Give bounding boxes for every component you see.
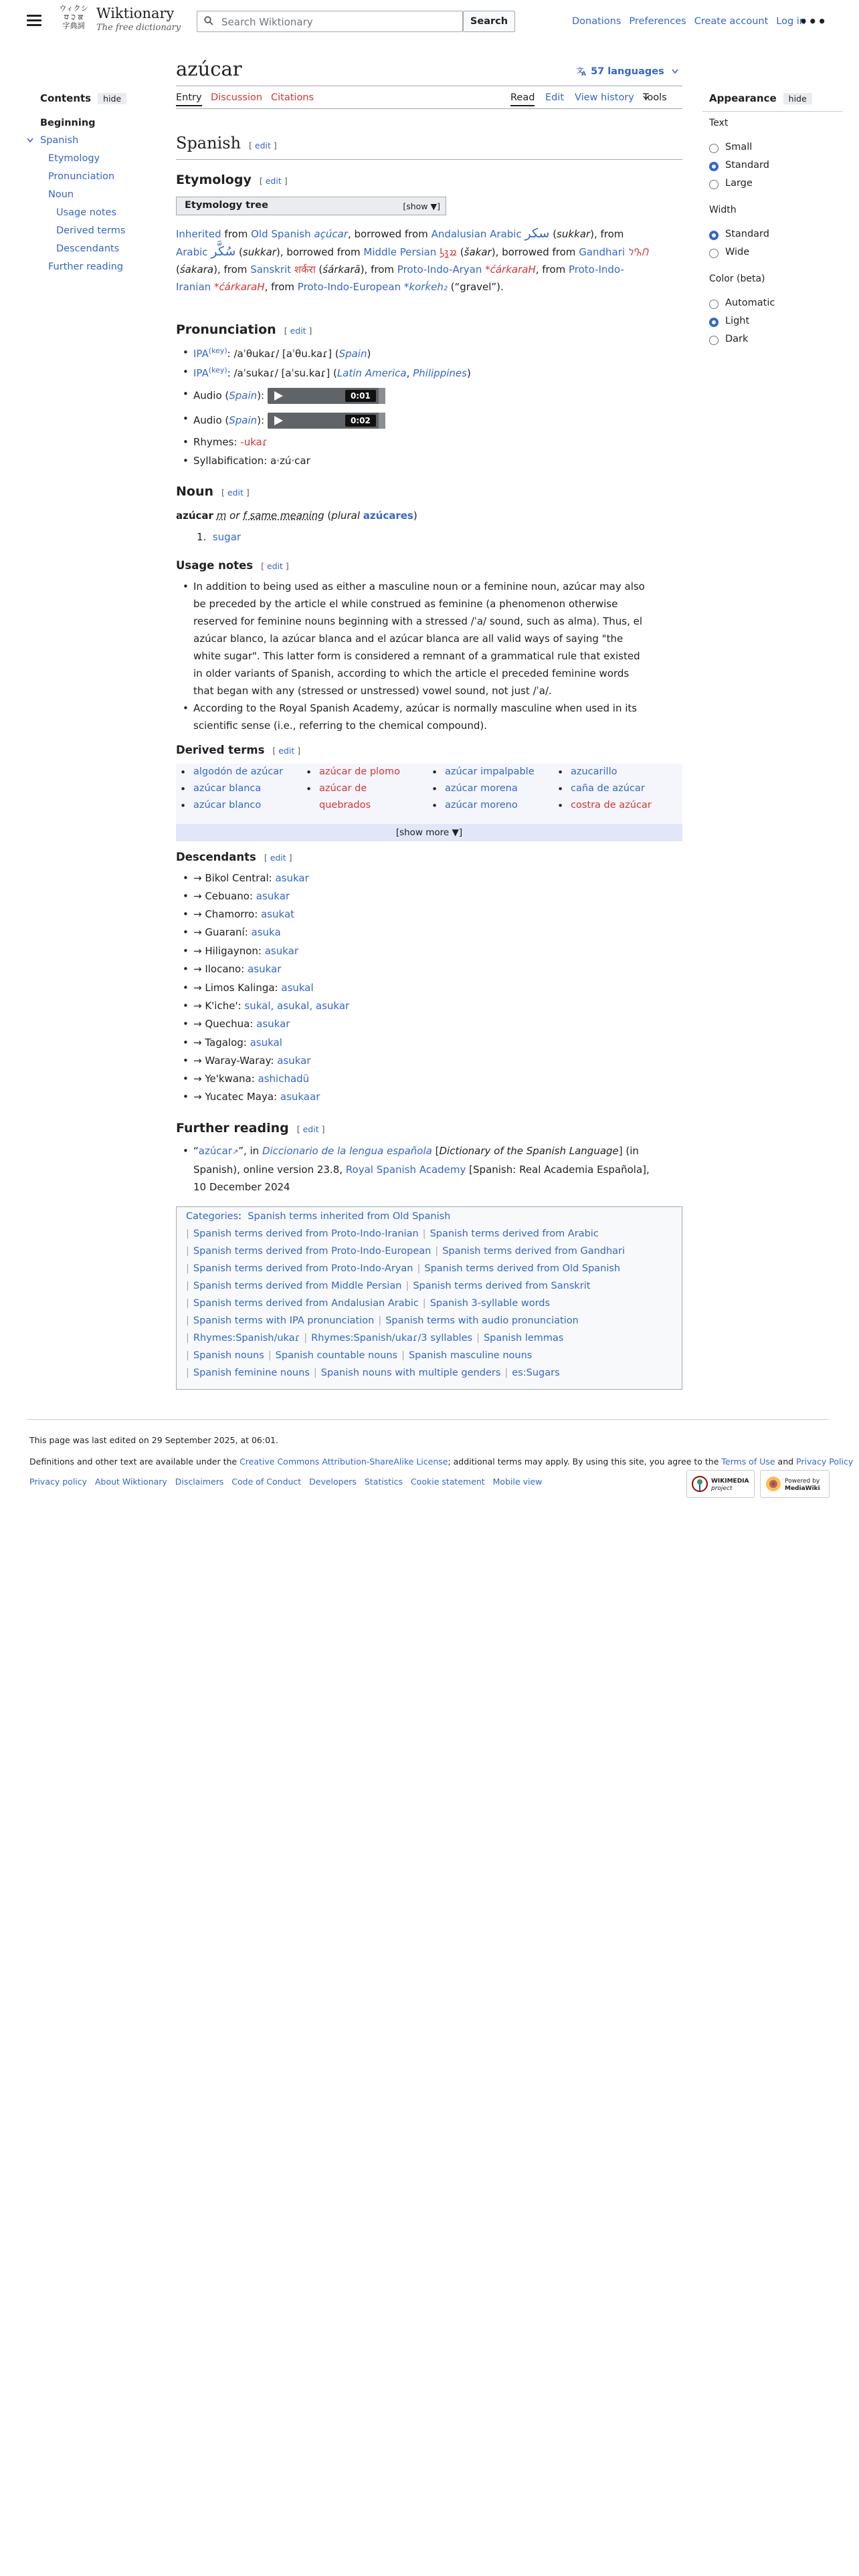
category-link[interactable]: Spanish terms derived from Proto-Indo-Aryan — [193, 1263, 413, 1274]
plural-link[interactable]: azúcares — [363, 510, 413, 522]
descendant-item: • → Cebuano: asukar — [193, 890, 290, 902]
main-menu-icon[interactable] — [27, 15, 41, 27]
category-link[interactable]: Spanish terms with IPA pronunciation — [193, 1315, 375, 1326]
derived-term[interactable]: azúcar moreno — [445, 800, 518, 811]
toc-item-etymology[interactable]: Etymology — [48, 153, 100, 164]
audio-row-1: • Audio (Spain): 0:01 — [193, 388, 385, 404]
section-heading-usage-notes: Usage notes [ edit ] — [176, 559, 289, 572]
descendant-link[interactable]: asukar — [256, 1018, 290, 1030]
footer-link-about[interactable]: About Wiktionary — [94, 1477, 167, 1487]
privacy-policy-link[interactable]: Privacy Policy — [796, 1457, 854, 1467]
etym-link[interactable]: *korḱeh₂ — [403, 281, 448, 293]
audio-duration: 0:01 — [345, 390, 376, 402]
color-automatic-radio[interactable] — [709, 300, 719, 309]
toc-item-spanish[interactable]: Spanish — [40, 135, 79, 146]
show-more-button[interactable]: [show more ▼] — [176, 824, 682, 841]
width-standard-label[interactable]: Standard — [725, 229, 769, 239]
toc-item-pronunciation[interactable]: Pronunciation — [48, 171, 115, 182]
etym-link[interactable]: Andalusian Arabic — [431, 228, 522, 240]
section-heading-derived-terms: Derived terms [ edit ] — [176, 744, 301, 756]
color-automatic-label[interactable]: Automatic — [725, 298, 775, 308]
rhymes-link[interactable]: -ukaɾ — [240, 436, 268, 448]
etym-link[interactable]: açúcar — [314, 228, 348, 240]
mediawiki-logo-icon — [765, 1475, 782, 1493]
accent-link[interactable]: Spain — [229, 389, 258, 402]
section-heading-etymology: Etymology [ edit ] — [176, 173, 288, 187]
text-large-label[interactable]: Large — [725, 178, 753, 189]
audio-duration: 0:02 — [345, 415, 376, 427]
footer-link-mobile[interactable]: Mobile view — [492, 1477, 543, 1487]
language-count: 57 languages — [591, 66, 664, 77]
descendant-link[interactable]: asukar — [264, 945, 299, 957]
width-wide-radio[interactable] — [709, 249, 719, 258]
descendant-link[interactable]: asukar — [248, 963, 282, 975]
derived-term[interactable]: algodón de azúcar — [193, 766, 284, 777]
ipa-latin-america: • $IPA^{(key)}$: /aˈsukaɾ/ [aˈsu.kaɾ] (Latin America, Philippines) — [193, 366, 471, 379]
edit-link[interactable]: edit — [266, 561, 283, 571]
edit-link[interactable]: edit — [278, 746, 295, 756]
etym-link[interactable]: Proto-Indo-European — [297, 281, 401, 293]
derived-terms-box: • algodón de azúcar • azúcar blanca • azúcar blanco • azúcar de plomo • azúcar de quebrados • azúcar impalpable • azúcar morena • azúcar moreno • azucarillo • caña de azúcar • costra de azúcar [show more ▼] — [176, 764, 682, 841]
category-link[interactable]: Spanish masculine nouns — [408, 1350, 533, 1361]
descendant-item: • → Waray-Waray: asukar — [193, 1055, 311, 1067]
external-link[interactable]: azúcar — [198, 1145, 232, 1157]
category-link[interactable]: Spanish terms derived from Old Spanish — [424, 1263, 621, 1274]
color-label: Color (beta) — [709, 274, 765, 284]
language-selector[interactable] — [577, 66, 678, 77]
derived-term[interactable]: azúcar impalpable — [445, 766, 535, 777]
site-tagline: The free dictionary — [96, 23, 181, 33]
toc-item-beginning[interactable]: Beginning — [40, 118, 96, 128]
descendant-item: • → Quechua: asukar — [193, 1018, 290, 1030]
toc-item-derived-terms[interactable]: Derived terms — [56, 225, 126, 236]
category-link[interactable]: Rhymes:Spanish/ukaɾ — [193, 1333, 300, 1344]
wiktionary-logo[interactable]: ウィクシ ਧ ੨ ਕ 字典詞 — [59, 4, 88, 30]
more-options-icon[interactable]: ••• — [799, 13, 827, 29]
descendant-item: • → Yucatec Maya: asukaar — [193, 1091, 320, 1103]
derived-term[interactable]: azúcar morena — [445, 783, 518, 794]
descendant-item: • → Hiligaynon: asukar — [193, 945, 298, 957]
category-link[interactable]: Spanish terms derived from Proto-Indo-European — [193, 1246, 432, 1257]
ipa-spain: • $IPA^{(key)}$: /aˈθukaɾ/ [aˈθu.kaɾ] (Spain) — [193, 346, 371, 360]
category-link[interactable]: Spanish nouns — [193, 1350, 264, 1361]
ipa-link[interactable]: IPA — [193, 348, 209, 360]
search-box[interactable] — [197, 11, 463, 32]
audio-player[interactable] — [268, 388, 385, 404]
descendant-item: • → K'iche': sukal, asukal, asukar — [193, 1000, 349, 1012]
etym-link[interactable]: Proto-Indo- — [568, 263, 624, 276]
play-icon[interactable] — [274, 416, 283, 425]
text-standard-radio[interactable] — [709, 162, 719, 171]
etym-link[interactable]: 𐨭𐨐𐨪 — [628, 246, 650, 258]
etym-link[interactable]: 𐭱𐭪𐭫 — [440, 246, 458, 258]
chevron-down-icon — [672, 69, 678, 74]
usage-note-1: • In addition to being used as either a masculine noun or a feminine noun, azúcar may also be preceded by the article el while construed as feminine (a phenomenon otherwise reserved for feminine nouns beginning with a stressed /ˈa/ sound, such as alma). Thus, el azúcar blanco, la azúcar blanca and el azúcar blanca are all valid ways of saying "the white sugar". This latter form is considered a remnant of a grammatical rule that existed in older variants of Spanish, according to which the article el preceded feminine words that began with any (stressed or unstressed) vowel sound, not just /ˈa/. — [183, 580, 645, 697]
tab-edit[interactable]: Edit — [545, 92, 565, 103]
descendant-link[interactable]: asukar — [275, 872, 309, 884]
color-light-label[interactable]: Light — [725, 316, 750, 326]
categories-label[interactable]: Categories — [186, 1211, 239, 1222]
syllabification: • Syllabification: a‧zú‧car — [193, 455, 310, 467]
footer-link-statistics[interactable]: Statistics — [364, 1477, 403, 1487]
toc-item-usage-notes[interactable]: Usage notes — [56, 207, 117, 218]
mediawiki-badge[interactable]: Powered by MediaWiki — [760, 1470, 830, 1498]
descendant-link[interactable]: asukal — [281, 982, 314, 994]
footer-links — [29, 1477, 542, 1487]
section-heading-noun: Noun [ edit ] — [176, 484, 250, 499]
ipa-link[interactable]: IPA — [193, 367, 209, 379]
section-heading-spanish: Spanish [ edit ] — [176, 134, 277, 152]
tab-discussion[interactable]: Discussion — [211, 92, 263, 103]
audio-row-2: • Audio (Spain): 0:02 — [193, 413, 385, 429]
edit-link[interactable]: edit — [227, 488, 244, 498]
h2-divider — [176, 159, 682, 160]
license-text: Definitions and other text are available under the Creative Commons Attribution-ShareAlike License; additional terms may apply. By using this site, you agree to the Terms of Use and Privacy Policy — [29, 1457, 854, 1467]
etymology-text: Inherited from Old Spanish açúcar, borrowed from Andalusian Arabic سكر (sukkar), from Arabic سُكَّر (sukkar), borrowed from Middle Persian 𐭱𐭪𐭫 (šakar), borrowed from Gandhari 𐨭𐨐𐨪 (śakara), from Sanskrit शर्करा (śárkarā), from Proto-Indo-Aryan *ćárkaraH, from Proto-Indo- Iranian *ćárkaraH, from Proto-Indo-European *korḱeh₂ (“gravel”). — [176, 226, 650, 293]
section-heading-further-reading: Further reading [ edit ] — [176, 1121, 325, 1136]
etym-link[interactable]: Iranian — [176, 281, 211, 293]
category-link[interactable]: Spanish terms derived from Proto-Indo-Iranian — [193, 1228, 419, 1239]
tab-tools[interactable] — [643, 92, 667, 103]
descendant-item: • → Guaraní: asuka — [193, 926, 281, 938]
etym-link[interactable]: سكر — [524, 226, 550, 241]
edit-link[interactable]: edit — [265, 176, 282, 186]
text-small-radio[interactable] — [709, 144, 719, 153]
text-standard-label[interactable]: Standard — [725, 160, 769, 171]
width-label: Width — [709, 205, 737, 215]
derived-term[interactable]: costra de azúcar — [571, 800, 652, 811]
category-link[interactable]: Spanish lemmas — [483, 1333, 564, 1344]
tabs-divider — [176, 108, 682, 109]
appearance-title: Appearance — [709, 92, 777, 104]
tab-view-history[interactable]: View history — [575, 92, 634, 103]
tab-read[interactable]: Read — [510, 92, 535, 106]
section-heading-pronunciation: Pronunciation [ edit ] — [176, 322, 312, 337]
category-link[interactable]: es:Sugars — [512, 1368, 560, 1378]
descendant-link[interactable]: asukal — [250, 1037, 282, 1049]
category-link[interactable]: Spanish terms derived from Arabic — [430, 1228, 599, 1239]
color-light-radio[interactable] — [709, 318, 719, 327]
etym-link[interactable]: Proto-Indo-Aryan — [397, 263, 482, 276]
etymology-tree-toggle[interactable]: [show ▼] — [403, 201, 440, 211]
category-link[interactable]: Spanish feminine nouns — [193, 1368, 310, 1378]
etymology-tree-box[interactable] — [176, 197, 446, 215]
accent-link[interactable]: Spain — [339, 348, 367, 360]
descendant-link[interactable]: asukar — [256, 890, 290, 902]
category-link[interactable]: Rhymes:Spanish/ukaɾ/3 syllables — [311, 1333, 473, 1344]
section-heading-descendants: Descendants [ edit ] — [176, 851, 292, 863]
etymology-tree-title: Etymology tree — [185, 200, 268, 211]
accent-link[interactable]: Philippines — [413, 367, 467, 379]
license-link[interactable]: Creative Commons Attribution-ShareAlike License — [240, 1457, 448, 1467]
donations-link[interactable]: Donations — [571, 16, 622, 27]
etym-link[interactable]: *ćárkaraH — [213, 281, 265, 293]
search-button[interactable]: Search — [463, 11, 515, 32]
svg-text:文: 文 — [577, 68, 583, 75]
derived-term[interactable]: azúcar blanca — [193, 783, 262, 794]
etym-link[interactable]: Sanskrit — [250, 263, 292, 276]
edit-link[interactable]: edit — [270, 853, 286, 863]
svg-text:A: A — [581, 71, 586, 76]
text-size-label: Text — [709, 118, 729, 128]
appearance-hide-button[interactable]: hide — [783, 93, 812, 104]
rhymes: • Rhymes: -ukaɾ — [193, 436, 268, 448]
category-link[interactable]: Spanish terms derived from Sanskrit — [413, 1281, 591, 1291]
category-link[interactable]: Spanish terms with audio pronunciation — [385, 1315, 579, 1326]
derived-term[interactable]: azúcar blanco — [193, 800, 262, 811]
edit-link[interactable]: edit — [302, 1124, 319, 1134]
log-in-link[interactable]: Log in — [776, 16, 805, 27]
search-icon — [204, 16, 213, 25]
color-dark-radio[interactable] — [709, 336, 719, 345]
ipa-key-link[interactable]: (key) — [208, 366, 227, 374]
toc-title: Contents — [40, 92, 92, 104]
chevron-down-icon — [27, 138, 33, 143]
descendant-item: • → Limos Kalinga: asukal — [193, 982, 314, 994]
etym-link[interactable]: سُكَّر — [211, 244, 236, 259]
tab-entry[interactable]: Entry — [176, 92, 202, 106]
category-link[interactable]: Spanish terms derived from Middle Persian — [193, 1281, 402, 1291]
etym-link[interactable]: Inherited — [176, 228, 221, 240]
derived-term[interactable]: caña de azúcar — [571, 783, 645, 794]
noun-headword: azúcar m or f same meaning (plural azúcares) — [176, 510, 417, 522]
category-link[interactable]: Spanish terms inherited from Old Spanish — [248, 1211, 451, 1222]
page-tabs — [176, 92, 682, 108]
etym-link[interactable]: Old Spanish — [251, 228, 311, 240]
etym-link[interactable]: *ćárkaraH — [485, 263, 536, 276]
footer-link-disclaimers[interactable]: Disclaimers — [175, 1477, 224, 1487]
descendant-link[interactable]: ashichadü — [258, 1073, 310, 1085]
tab-citations[interactable]: Citations — [271, 92, 314, 103]
derived-term[interactable]: azúcar de plomo — [319, 766, 400, 777]
preferences-link[interactable]: Preferences — [629, 16, 686, 27]
derived-term[interactable]: quebrados — [319, 800, 371, 811]
page-title: azúcar — [176, 58, 242, 80]
footer-link-cookies[interactable]: Cookie statement — [410, 1477, 485, 1487]
category-link[interactable]: Spanish countable nouns — [275, 1350, 398, 1361]
etym-link[interactable]: Middle Persian — [363, 246, 437, 258]
category-link[interactable]: Spanish nouns with multiple genders — [320, 1368, 501, 1378]
wikimedia-logo-icon — [691, 1475, 708, 1493]
color-dark-label[interactable]: Dark — [725, 334, 749, 344]
toc-item-further-reading[interactable]: Further reading — [48, 261, 124, 272]
accent-link[interactable]: Spain — [229, 414, 258, 427]
width-wide-label[interactable]: Wide — [725, 247, 750, 257]
play-icon[interactable] — [274, 391, 283, 401]
accent-link[interactable]: Latin America — [337, 367, 407, 379]
usage-note-2: • According to the Royal Spanish Academy, azúcar is normally masculine when used in its scientific sense (i.e., referring to the chemical compound). — [183, 702, 638, 732]
sense-link[interactable]: sugar — [212, 531, 242, 543]
terms-link[interactable]: Terms of Use — [721, 1457, 775, 1467]
create-account-link[interactable]: Create account — [694, 16, 769, 27]
toc-item-descendants[interactable]: Descendants — [56, 243, 120, 254]
footer-link-privacy[interactable]: Privacy policy — [29, 1477, 88, 1487]
footer-link-developers[interactable]: Developers — [309, 1477, 357, 1487]
tools-label: Tools — [643, 92, 667, 103]
etym-link[interactable]: Gandhari — [579, 246, 626, 258]
text-large-radio[interactable] — [709, 180, 719, 189]
text-small-label[interactable]: Small — [725, 142, 753, 152]
edit-link[interactable]: edit — [290, 326, 306, 336]
definition-1: 1. sugar — [197, 531, 242, 543]
descendant-item: • → Tagalog: asukal — [193, 1037, 282, 1049]
descendant-link[interactable]: asuka — [251, 926, 281, 938]
descendant-link[interactable]: asukat — [261, 908, 295, 920]
toc-item-noun[interactable]: Noun — [48, 189, 74, 200]
category-link[interactable]: Spanish 3-syllable words — [430, 1298, 551, 1309]
descendant-link[interactable]: asukaar — [280, 1091, 320, 1103]
last-edited: This page was last edited on 29 September 2025, at 06:01. — [29, 1435, 278, 1445]
further-reading-item: • “azúcar↗”, in Diccionario de la lengua española [Dictionary of the Spanish Language] (in Spanish), online version 23.8, Royal Spanish Academy [Spanish: Real Academia Española], 10 December 2024 — [183, 1145, 650, 1193]
personal-tools — [564, 16, 805, 27]
translate-icon — [577, 66, 587, 76]
audio-player[interactable] — [268, 413, 385, 429]
site-name[interactable]: Wiktionary — [96, 5, 175, 21]
toc-toggle[interactable] — [27, 135, 33, 146]
category-link[interactable]: Spanish terms derived from Andalusian Arabic — [193, 1298, 419, 1309]
wikimedia-badge[interactable]: WIKIMEDIA project — [686, 1470, 755, 1498]
toc-hide-button[interactable]: hide — [98, 93, 126, 104]
derived-term[interactable]: azucarillo — [571, 766, 617, 777]
descendant-link[interactable]: sukal, asukal, asukar — [244, 1000, 350, 1012]
categories-box: Categories: Spanish terms inherited from Old Spanish | Spanish terms derived from Proto-Indo-Iranian | Spanish terms derived from Arabic | Spanish terms derived from Proto-Indo-European | Spanish terms derived from Gandhari | Spanish terms derived from Proto-Indo-Aryan | Spanish terms derived from Old Spanish | Spanish terms derived from Middle Persian | Spanish terms derived from Sanskrit | Spanish terms derived from Andalusian Arabic | Spanish 3-syllable words | Spanish terms with IPA pronunciation | Spanish terms with audio pronunciation | Rhymes:Spanish/ukaɾ | Rhymes:Spanish/ukaɾ/3 syllables | Spanish lemmas | Spanish nouns | Spanish countable nouns | Spanish masculine nouns | Spanish feminine nouns | Spanish nouns with multiple genders | es:Sugars — [176, 1206, 682, 1390]
descendant-item: • → Ye'kwana: ashichadü — [193, 1073, 309, 1085]
descendant-link[interactable]: asukar — [277, 1055, 311, 1067]
descendant-item: • → Bikol Central: asukar — [193, 872, 309, 884]
descendant-item: • → Chamorro: asukat — [193, 908, 294, 920]
category-link[interactable]: Spanish terms derived from Gandhari — [442, 1246, 626, 1257]
search-input[interactable] — [220, 14, 450, 30]
derived-term[interactable]: azúcar de — [319, 783, 367, 794]
descendant-item: • → Ilocano: asukar — [193, 963, 281, 975]
dictionary-link[interactable]: Diccionario de la lengua española — [262, 1145, 432, 1157]
edit-link[interactable]: edit — [254, 140, 271, 150]
site-header — [0, 0, 859, 47]
academy-link[interactable]: Royal Spanish Academy — [345, 1164, 466, 1176]
ipa-key-link[interactable]: (key) — [208, 346, 227, 355]
etym-link[interactable]: शर्करा — [294, 263, 316, 276]
width-standard-radio[interactable] — [709, 231, 719, 240]
etym-link[interactable]: Arabic — [176, 246, 208, 258]
footer-link-conduct[interactable]: Code of Conduct — [231, 1477, 302, 1487]
